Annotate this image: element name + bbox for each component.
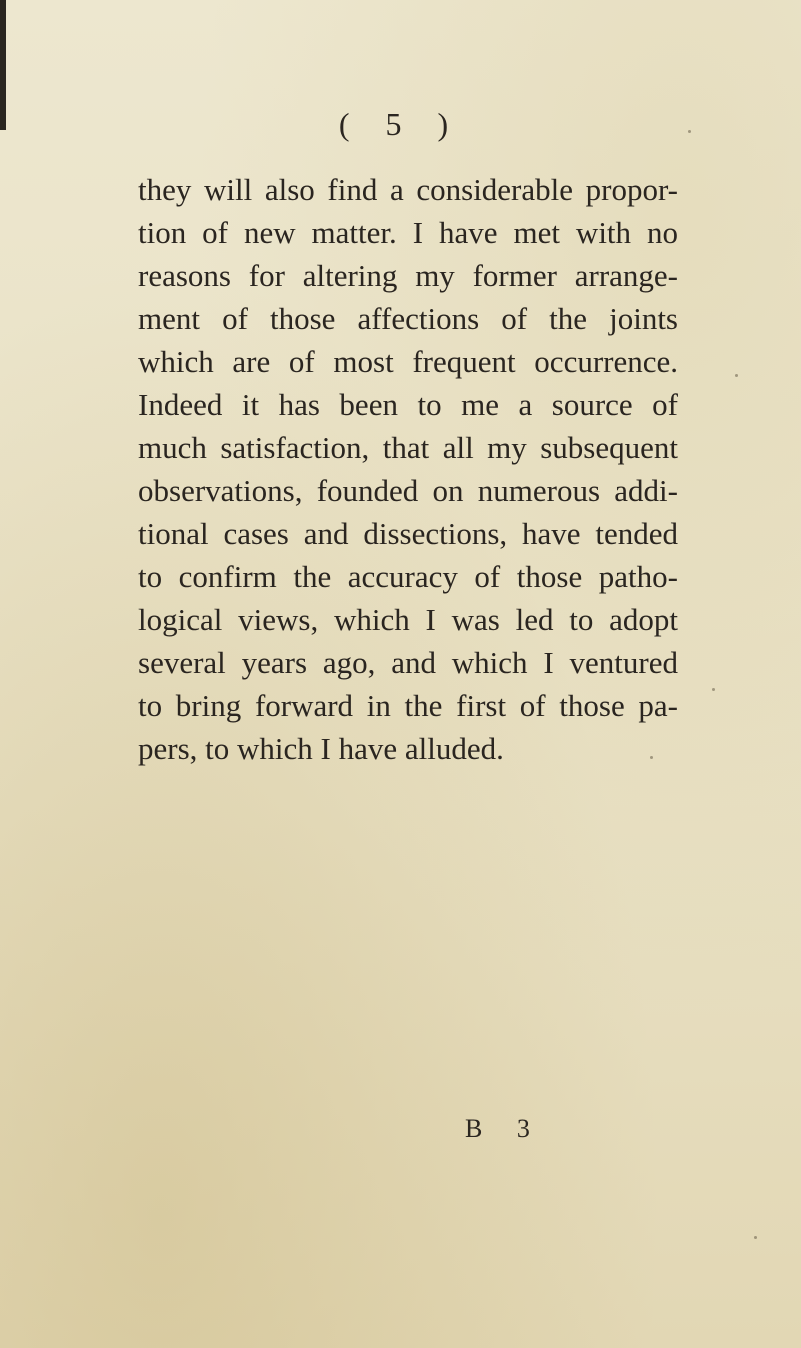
paper-speck [712,688,715,691]
page-number: ( 5 ) [338,106,463,142]
text-line: observations, founded on numerous addi- [138,473,678,508]
text-line: tional cases and dissections, have tended [138,516,678,551]
text-line: they will also find a considerable propor- [138,172,678,207]
text-line: much satisfaction, that all my subsequent [138,430,678,465]
body-text [138,168,678,770]
text-line: Indeed it has been to me a source of [138,387,678,422]
text-line: to confirm the accuracy of those patho- [138,559,678,594]
text-line: reasons for altering my former arrange- [138,258,678,293]
text-line: which are of most frequent occurrence. [138,344,678,379]
text-line: several years ago, and which I ventured [138,645,678,680]
paper-speck [754,1236,757,1239]
paper-speck [735,374,738,377]
paper-speck [650,756,653,759]
signature-mark: B 3 [465,1114,544,1143]
text-line: ment of those affections of the joints [138,301,678,336]
text-line: tion of new matter. I have met with no [138,215,678,250]
paper-speck [688,130,691,133]
text-line: pers, to which I have alluded. [138,731,504,766]
text-line: to bring forward in the first of those pa- [138,688,678,723]
text-line: logical views, which I was led to adopt [138,602,678,637]
